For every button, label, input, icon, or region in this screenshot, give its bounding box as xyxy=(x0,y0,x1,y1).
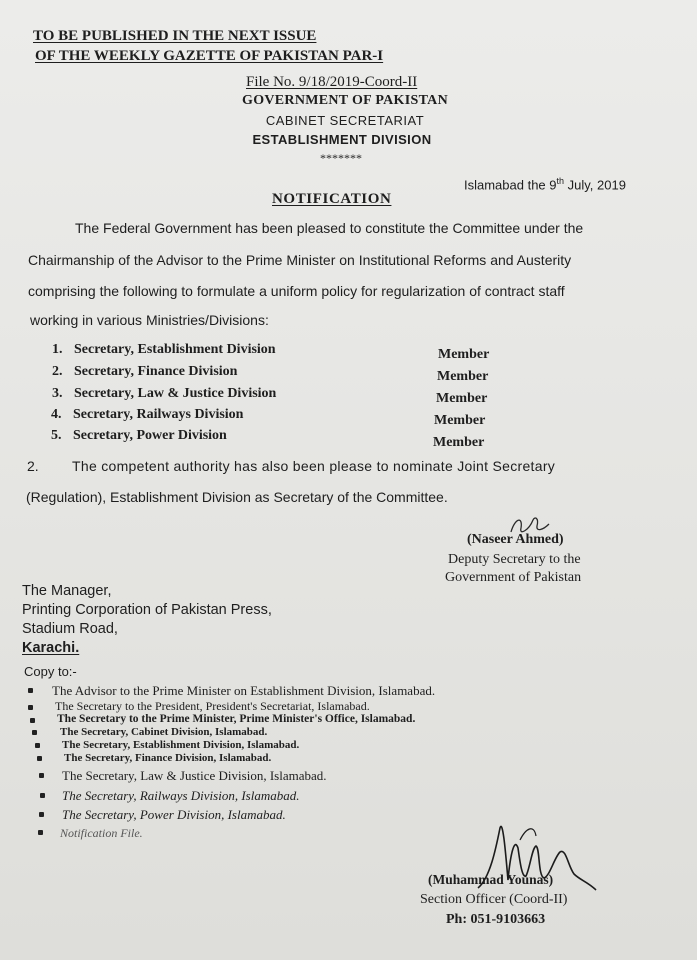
copy-to-item: The Secretary, Cabinet Division, Islamabad. xyxy=(60,726,268,738)
copy-to-item: The Secretary to the Prime Minister, Prime Minister's Office, Islamabad. xyxy=(57,713,416,725)
member-number: 3. xyxy=(52,386,63,401)
bullet-icon xyxy=(38,830,43,835)
date-sup: th xyxy=(556,176,565,186)
publish-line-2: OF THE WEEKLY GAZETTE OF PAKISTAN PAR-I xyxy=(35,48,384,64)
member-number: 2. xyxy=(52,364,63,379)
member-item xyxy=(52,342,276,358)
copy-to-item: The Advisor to the Prime Minister on Establishment Division, Islamabad. xyxy=(52,683,436,698)
bullet-icon xyxy=(32,730,37,735)
copy-to-item: The Secretary, Finance Division, Islamabad. xyxy=(64,752,272,764)
addressee-line-3: Stadium Road, xyxy=(22,621,118,637)
signatory-1-name: (Naseer Ahmed) xyxy=(467,532,564,547)
date-line xyxy=(464,176,626,192)
member-role: Member xyxy=(438,347,490,362)
copy-to-item: The Secretary, Law & Justice Division, Islamabad. xyxy=(62,768,327,783)
paragraph-2-line-1: The competent authority has also been please to nominate Joint Secretary xyxy=(72,458,556,474)
bullet-icon xyxy=(39,812,44,817)
copy-to-item: The Secretary, Power Division, Islamabad. xyxy=(62,807,286,822)
bullet-icon xyxy=(39,773,44,778)
member-name: Secretary, Establishment Division xyxy=(74,342,276,357)
member-name: Secretary, Power Division xyxy=(73,428,227,443)
paragraph-1-line-4: working in various Ministries/Divisions: xyxy=(30,312,269,328)
signatory-2-phone: Ph: 051-9103663 xyxy=(446,912,546,927)
copy-to-label: Copy to:- xyxy=(24,664,77,679)
copy-to-item: The Secretary, Railways Division, Islamabad. xyxy=(62,788,300,803)
signatory-2-title: Section Officer (Coord-II) xyxy=(420,892,568,907)
addressee-line-4: Karachi. xyxy=(22,640,80,656)
copy-to-item: The Secretary, Establishment Division, Islamabad. xyxy=(62,739,300,751)
file-number: File No. 9/18/2019-Coord-II xyxy=(246,74,418,90)
signatory-1-title-line-1: Deputy Secretary to the xyxy=(448,552,581,567)
member-item xyxy=(51,428,227,444)
stars-separator: ******* xyxy=(320,151,362,165)
bullet-icon xyxy=(30,718,35,723)
notification-title: NOTIFICATION xyxy=(272,191,392,207)
paragraph-1-line-1: The Federal Government has been pleased to constitute the Committee under the xyxy=(75,220,584,236)
member-number: 5. xyxy=(51,428,62,443)
bullet-icon xyxy=(37,756,42,761)
addressee-line-2: Printing Corporation of Pakistan Press, xyxy=(22,602,272,618)
copy-to-item: The Secretary to the President, President's Secretariat, Islamabad. xyxy=(55,699,370,713)
government-heading: GOVERNMENT OF PAKISTAN xyxy=(242,93,448,108)
member-role: Member xyxy=(433,435,485,450)
copy-to-item: Notification File. xyxy=(60,826,143,840)
member-role: Member xyxy=(434,413,486,428)
member-number: 4. xyxy=(51,407,62,422)
paragraph-1-line-3: comprising the following to formulate a uniform policy for regularization of contract staff xyxy=(28,283,565,299)
bullet-icon xyxy=(28,705,33,710)
member-item xyxy=(52,386,276,402)
bullet-icon xyxy=(40,793,45,798)
paragraph-1-line-2: Chairmanship of the Advisor to the Prime Minister on Institutional Reforms and Austerity xyxy=(28,252,572,268)
paragraph-2-line-2: (Regulation), Establishment Division as Secretary of the Committee. xyxy=(26,489,448,505)
member-name: Secretary, Finance Division xyxy=(74,364,238,379)
addressee-line-1: The Manager, xyxy=(22,583,112,599)
date-suffix: July, 2019 xyxy=(564,177,626,193)
member-item xyxy=(52,364,237,380)
date-prefix: Islamabad the 9 xyxy=(464,177,557,193)
division-heading: ESTABLISHMENT DIVISION xyxy=(252,132,432,147)
bullet-icon xyxy=(28,688,33,693)
member-role: Member xyxy=(436,391,488,406)
signatory-2-name: (Muhammad Younas) xyxy=(428,872,554,887)
member-name: Secretary, Railways Division xyxy=(73,407,244,422)
member-role: Member xyxy=(437,369,489,384)
secretariat-heading: CABINET SECRETARIAT xyxy=(265,113,425,128)
bullet-icon xyxy=(35,743,40,748)
member-item xyxy=(51,407,243,423)
paragraph-2-number: 2. xyxy=(27,458,39,474)
member-name: Secretary, Law & Justice Division xyxy=(74,386,277,401)
member-number: 1. xyxy=(52,342,63,357)
publish-line-1: TO BE PUBLISHED IN THE NEXT ISSUE xyxy=(33,28,317,44)
signatory-1-title-line-2: Government of Pakistan xyxy=(445,570,582,585)
